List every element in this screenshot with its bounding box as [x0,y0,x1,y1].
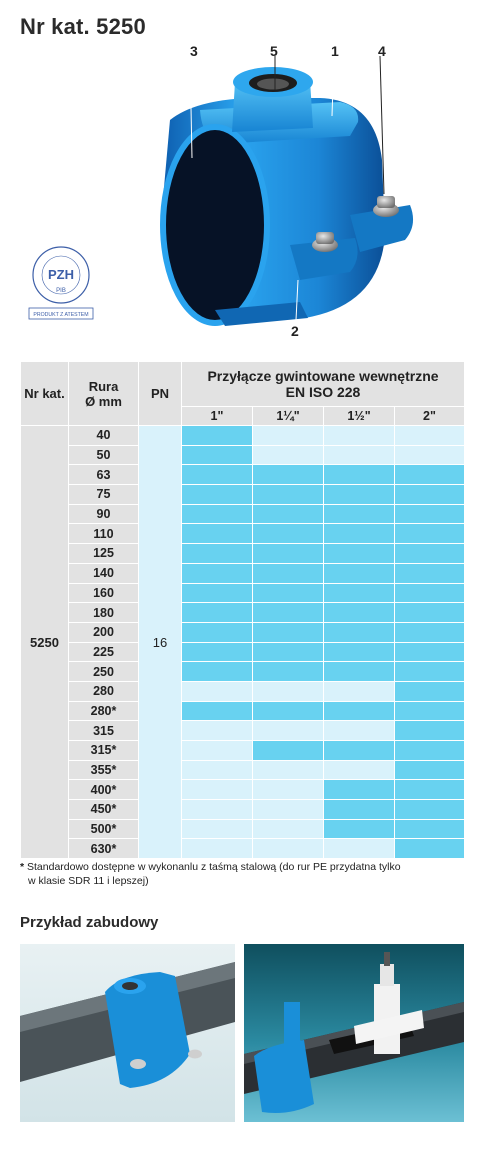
availability-cell-unavailable [324,681,395,701]
availability-cell-available [182,642,253,662]
table-row [21,741,465,761]
availability-cell-available [395,524,465,544]
availability-cell-available [182,544,253,564]
col-header-catalog: Nr kat. [21,362,69,426]
availability-cell-available [395,465,465,485]
table-row [21,642,465,662]
availability-cell-available [324,465,395,485]
availability-cell-available [324,662,395,682]
availability-cell-unavailable [182,800,253,820]
availability-cell-available [395,701,465,721]
availability-cell-available [395,485,465,505]
availability-cell-available [324,622,395,642]
availability-cell-available [182,445,253,465]
size-header: 1¼" [253,407,324,426]
col-header-pn: PN [139,362,182,426]
availability-cell-available [182,426,253,446]
size-header: 2" [395,407,465,426]
availability-cell-available [182,563,253,583]
availability-cell-available [182,701,253,721]
availability-cell-available [324,741,395,761]
availability-cell-unavailable [182,681,253,701]
pipe-diameter-cell: 160 [69,583,139,603]
table-row [21,839,465,859]
availability-cell-available [395,760,465,780]
pipe-diameter-cell: 40 [69,426,139,446]
availability-cell-available [324,544,395,564]
example-section-title: Przykład zabudowy [20,914,159,931]
availability-cell-available [253,485,324,505]
availability-cell-available [182,504,253,524]
availability-cell-available [395,504,465,524]
pipe-diameter-cell: 125 [69,544,139,564]
col-header-threads [182,362,465,407]
pipe-diameter-cell: 450* [69,800,139,820]
availability-cell-available [324,504,395,524]
availability-cell-available [182,485,253,505]
threads-header-line1: Przyłącze gwintowane wewnętrzne [207,368,439,384]
pipe-header-line2: Ø mm [85,393,122,409]
installation-photo-2-image [244,944,464,1122]
availability-cell-available [182,583,253,603]
catalog-number-cell: 5250 [21,426,69,859]
availability-cell-available [395,800,465,820]
table-row [21,780,465,800]
availability-cell-available [395,603,465,623]
availability-cell-available [324,642,395,662]
pipe-diameter-cell: 280 [69,681,139,701]
availability-cell-unavailable [182,760,253,780]
availability-cell-available [253,524,324,544]
table-row [21,465,465,485]
availability-cell-available [253,622,324,642]
availability-cell-unavailable [253,760,324,780]
availability-cell-unavailable [253,800,324,820]
pipe-diameter-cell: 315* [69,741,139,761]
table-row [21,721,465,741]
availability-cell-available [324,780,395,800]
availability-cell-available [324,524,395,544]
availability-cell-available [395,780,465,800]
availability-cell-unavailable [253,721,324,741]
availability-cell-available [395,681,465,701]
availability-cell-unavailable [324,445,395,465]
availability-cell-available [324,701,395,721]
table-row [21,681,465,701]
pipe-diameter-cell: 140 [69,563,139,583]
installation-photo-1-image [20,944,235,1122]
availability-cell-available [324,603,395,623]
availability-cell-unavailable [253,819,324,839]
size-header: 1" [182,407,253,426]
availability-cell-available [253,563,324,583]
availability-cell-unavailable [182,839,253,859]
availability-cell-unavailable [324,760,395,780]
footnote [20,860,460,888]
availability-cell-unavailable [253,780,324,800]
availability-cell-available [324,583,395,603]
col-header-pipe [69,362,139,426]
availability-cell-available [395,741,465,761]
callout-3: 3 [190,43,198,59]
availability-cell-available [395,662,465,682]
availability-cell-available [182,603,253,623]
availability-cell-unavailable [182,780,253,800]
pipe-diameter-cell: 315 [69,721,139,741]
availability-cell-available [253,504,324,524]
availability-cell-available [253,603,324,623]
pipe-diameter-cell: 75 [69,485,139,505]
spec-table-body [21,426,465,859]
table-row [21,485,465,505]
callout-1: 1 [331,43,339,59]
footnote-star: * [20,861,25,873]
availability-cell-available [182,524,253,544]
availability-cell-unavailable [253,839,324,859]
availability-cell-unavailable [324,721,395,741]
installation-photo-1 [20,944,235,1122]
pipe-diameter-cell: 50 [69,445,139,465]
availability-cell-unavailable [395,426,465,446]
table-row [21,504,465,524]
footnote-line1: Standardowo dostępne w wykonanlu z taśmą stalową (do rur PE przydatna tylko [27,861,401,873]
table-row [21,583,465,603]
availability-cell-available [182,662,253,682]
callout-5: 5 [270,43,278,59]
footnote-line2: w klasie SDR 11 i lepszej) [28,875,149,887]
table-row [21,760,465,780]
availability-cell-available [395,642,465,662]
table-row [21,622,465,642]
availability-cell-available [324,819,395,839]
availability-cell-available [253,701,324,721]
size-header: 1½" [324,407,395,426]
availability-cell-unavailable [253,426,324,446]
availability-cell-available [182,465,253,485]
availability-cell-available [253,662,324,682]
availability-cell-unavailable [182,741,253,761]
pzh-logo [26,244,96,322]
availability-cell-unavailable [253,681,324,701]
availability-cell-available [395,583,465,603]
pipe-diameter-cell: 225 [69,642,139,662]
availability-cell-unavailable [324,839,395,859]
availability-cell-unavailable [182,721,253,741]
availability-cell-available [253,642,324,662]
pipe-diameter-cell: 180 [69,603,139,623]
availability-cell-available [182,622,253,642]
availability-cell-available [253,465,324,485]
table-row [21,563,465,583]
pipe-diameter-cell: 630* [69,839,139,859]
pipe-diameter-cell: 500* [69,819,139,839]
badge-sub-text: PIB [56,288,66,294]
availability-cell-available [395,563,465,583]
callout-4: 4 [378,43,386,59]
availability-cell-available [253,741,324,761]
threads-header-line2: EN ISO 228 [285,384,361,400]
availability-cell-unavailable [395,445,465,465]
table-row [21,819,465,839]
availability-cell-available [324,485,395,505]
pipe-diameter-cell: 200 [69,622,139,642]
availability-cell-available [395,721,465,741]
page-title: Nr kat. 5250 [20,14,146,39]
availability-cell-available [253,583,324,603]
table-row [21,544,465,564]
pn-cell: 16 [139,426,182,859]
table-row [21,524,465,544]
certification-badge [26,244,96,322]
badge-center-text: PZH [48,267,74,282]
table-row [21,662,465,682]
pipe-diameter-cell: 63 [69,465,139,485]
availability-cell-unavailable [324,426,395,446]
installation-photo-2 [244,944,464,1122]
availability-cell-available [324,563,395,583]
table-row [21,603,465,623]
pipe-diameter-cell: 400* [69,780,139,800]
pipe-diameter-cell: 90 [69,504,139,524]
availability-cell-available [395,819,465,839]
table-row [21,426,465,446]
pipe-diameter-cell: 280* [69,701,139,721]
pipe-header-line1: Rura [88,378,119,394]
availability-cell-available [395,544,465,564]
availability-cell-unavailable [253,445,324,465]
pipe-diameter-cell: 355* [69,760,139,780]
availability-cell-available [395,622,465,642]
availability-cell-unavailable [182,819,253,839]
table-row [21,701,465,721]
table-row [21,800,465,820]
availability-cell-available [324,800,395,820]
badge-caption: PRODUKT Z ATESTEM [33,312,89,318]
pipe-diameter-cell: 250 [69,662,139,682]
availability-cell-available [253,544,324,564]
availability-cell-available [395,839,465,859]
callout-2: 2 [291,323,299,339]
pipe-diameter-cell: 110 [69,524,139,544]
table-row [21,445,465,465]
spec-table [20,361,465,859]
